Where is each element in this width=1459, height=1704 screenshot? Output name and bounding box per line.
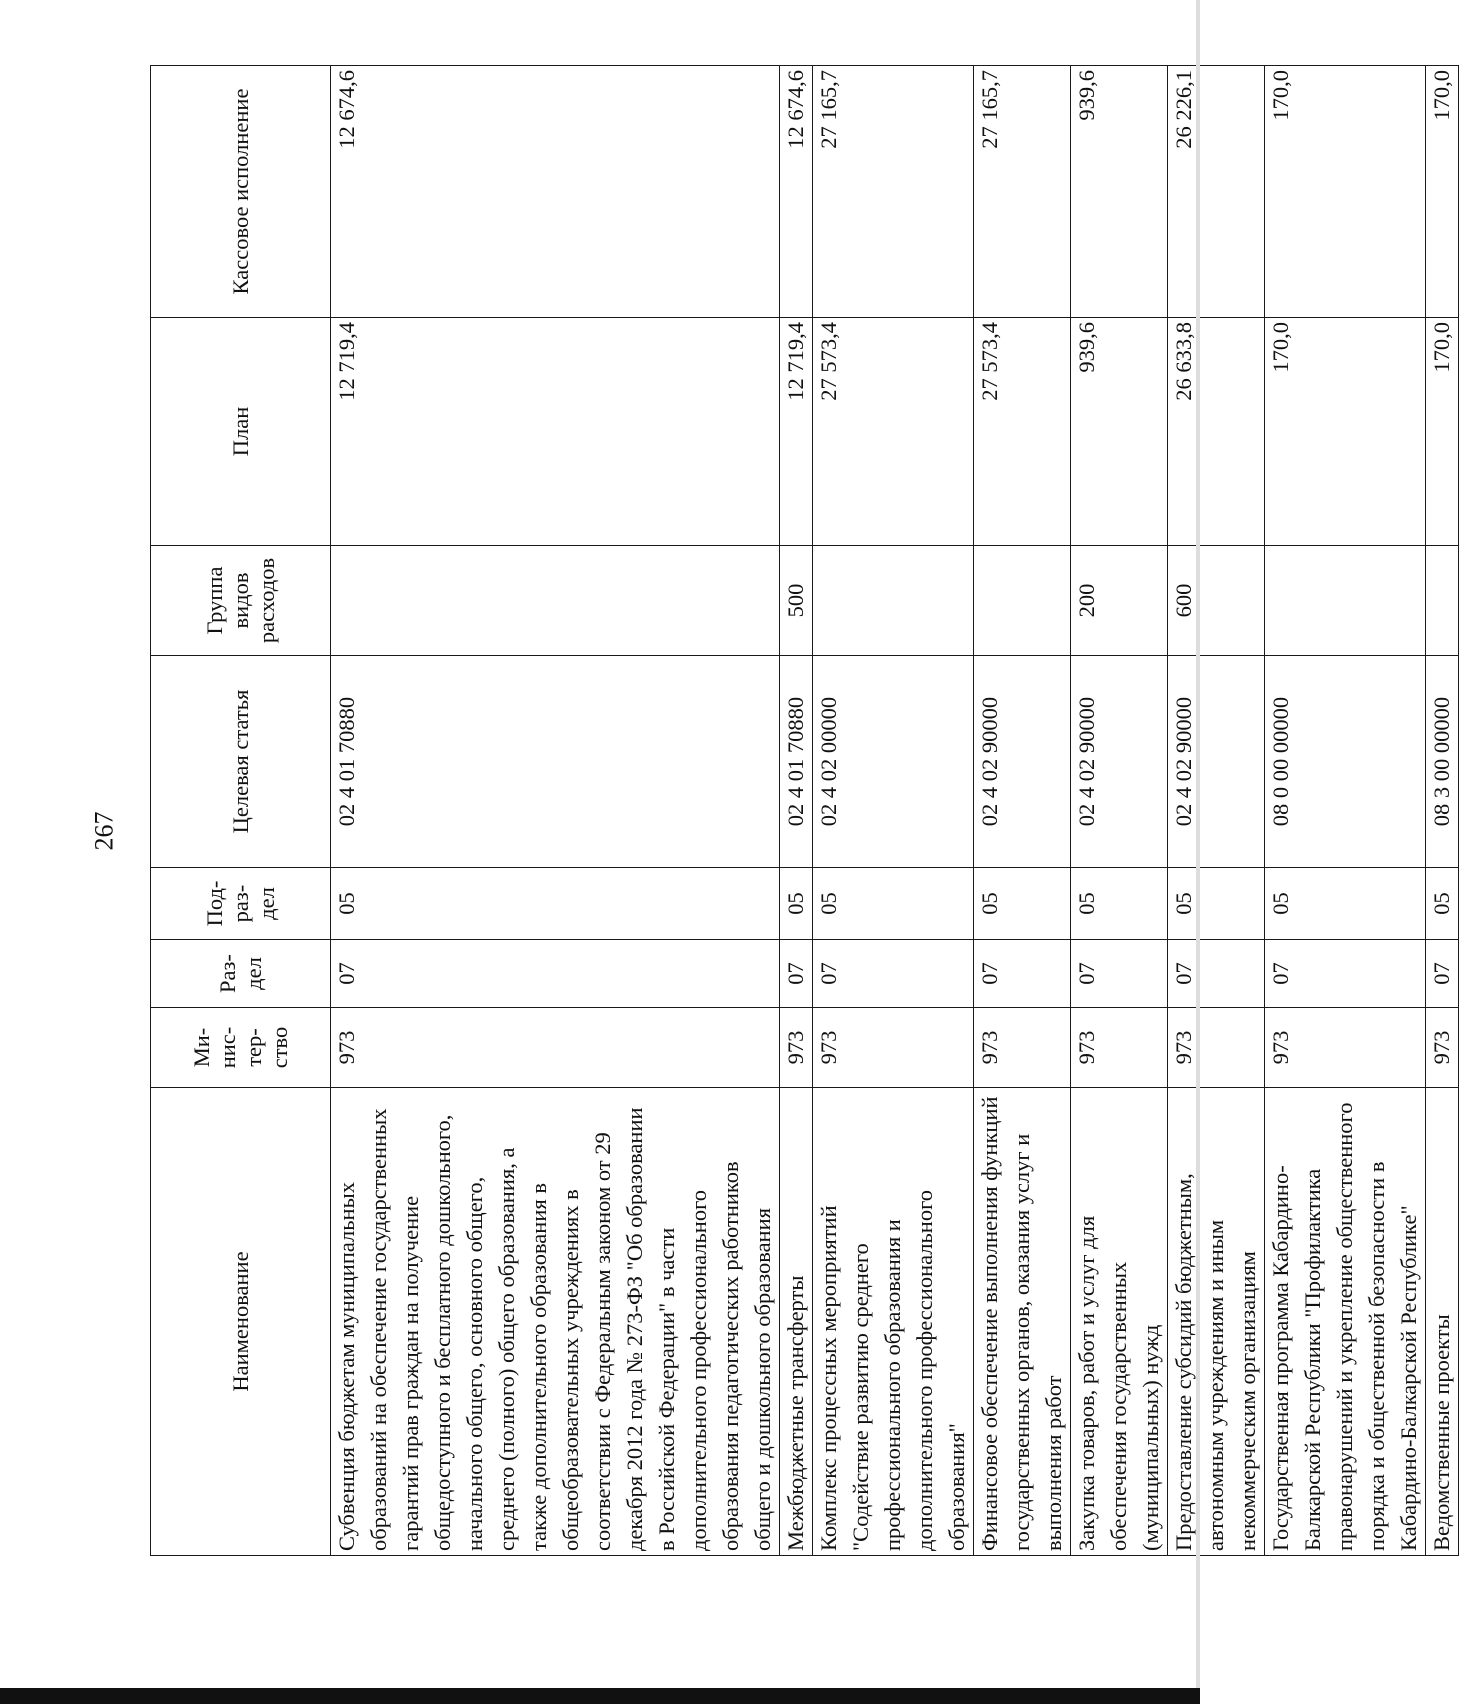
row-expense-group [1265,546,1426,656]
row-ministry: 973 [1265,1008,1426,1088]
row-target: 08 3 00 00000 [1426,656,1459,868]
row-name: Государственная программа Кабардино-Балкарской Республики "Профилактика правонарушений и укрепление общественного порядка и общественной безопасности в Кабардино-Балкарской Республике" [1265,1088,1426,1556]
row-ministry: 973 [780,1008,813,1088]
table-row [1426,66,1459,1556]
row-section: 07 [1265,940,1426,1008]
row-subsection: 05 [780,868,813,940]
row-expense-group [1426,546,1459,656]
row-target: 02 4 02 00000 [813,656,974,868]
row-target: 02 4 02 90000 [1168,656,1265,868]
header-cash: Кассовое исполнение [151,66,331,318]
rotated-page [150,66,1454,1556]
row-ministry: 973 [974,1008,1071,1088]
header-section: Раз-дел [151,940,331,1008]
row-plan: 27 573,4 [974,318,1071,546]
row-expense-group [974,546,1071,656]
row-plan: 939,6 [1071,318,1168,546]
table-row [1265,66,1426,1556]
row-ministry: 973 [1426,1008,1459,1088]
row-expense-group: 500 [780,546,813,656]
row-section: 07 [1168,940,1265,1008]
row-plan: 12 719,4 [331,318,780,546]
row-name: Субвенция бюджетам муниципальных образований на обеспечение государственных гарантий прав граждан на получение общедоступного и бесплатного дошкольного, начального общего, основного общего, среднего (полного) общего образования, а также дополнительного образования в общеобразовательных учреждениях в соответствии с Федеральным законом от 29 декабря 2012 года № 273-ФЗ "Об образовании в Российской Федерации" в части дополнительного профессионального образования педагогических работников общего и дошкольного образования [331,1088,780,1556]
scan-bottom-bar [0,1688,1200,1704]
header-target: Целевая статья [151,656,331,868]
row-cash: 170,0 [1426,66,1459,318]
row-target: 02 4 01 70880 [331,656,780,868]
row-subsection: 05 [813,868,974,940]
row-expense-group [813,546,974,656]
row-subsection: 05 [974,868,1071,940]
row-name: Предоставление субсидий бюджетным, автономным учреждениям и иным некоммерческим организациям [1168,1088,1265,1556]
row-ministry: 973 [813,1008,974,1088]
row-name: Ведомственные проекты [1426,1088,1459,1556]
row-section: 07 [331,940,780,1008]
row-name: Закупка товаров, работ и услуг для обеспечения государственных (муниципальных) нужд [1071,1088,1168,1556]
row-name: Межбюджетные трансферты [780,1088,813,1556]
header-subsection: Под-раз-дел [151,868,331,940]
table-row [331,66,780,1556]
row-target: 08 0 00 00000 [1265,656,1426,868]
row-section: 07 [1426,940,1459,1008]
row-plan: 27 573,4 [813,318,974,546]
row-plan: 12 719,4 [780,318,813,546]
table-row [974,66,1071,1556]
row-subsection: 05 [1071,868,1168,940]
row-name: Комплекс процессных мероприятий "Содействие развитию среднего профессионального образования и дополнительного профессионального образования" [813,1088,974,1556]
row-target: 02 4 02 90000 [1071,656,1168,868]
row-subsection: 05 [1265,868,1426,940]
row-target: 02 4 01 70880 [780,656,813,868]
header-row [151,66,331,1556]
row-expense-group: 200 [1071,546,1168,656]
row-cash: 27 165,7 [813,66,974,318]
row-cash: 939,6 [1071,66,1168,318]
row-plan: 26 633,8 [1168,318,1265,546]
row-section: 07 [1071,940,1168,1008]
row-name: Финансовое обеспечение выполнения функций государственных органов, оказания услуг и выполнения работ [974,1088,1071,1556]
row-cash: 170,0 [1265,66,1426,318]
row-plan: 170,0 [1265,318,1426,546]
page-number: 267 [89,811,119,851]
header-expense-group: Группа видов расходов [151,546,331,656]
table-row [780,66,813,1556]
row-section: 07 [813,940,974,1008]
row-subsection: 05 [1168,868,1265,940]
row-section: 07 [780,940,813,1008]
row-subsection: 05 [1426,868,1459,940]
row-cash: 27 165,7 [974,66,1071,318]
row-target: 02 4 02 90000 [974,656,1071,868]
row-ministry: 973 [331,1008,780,1088]
row-ministry: 973 [1168,1008,1265,1088]
table-row [1071,66,1168,1556]
row-cash: 12 674,6 [331,66,780,318]
header-ministry: Ми-нис-тер-ство [151,1008,331,1088]
row-subsection: 05 [331,868,780,940]
table-row [813,66,974,1556]
row-expense-group [331,546,780,656]
row-expense-group: 600 [1168,546,1265,656]
row-section: 07 [974,940,1071,1008]
scan-edge [1196,0,1200,1704]
header-plan: План [151,318,331,546]
row-ministry: 973 [1071,1008,1168,1088]
budget-table [150,65,1459,1556]
header-name: Наименование [151,1088,331,1556]
row-cash: 12 674,6 [780,66,813,318]
row-cash: 26 226,1 [1168,66,1265,318]
row-plan: 170,0 [1426,318,1459,546]
table-row [1168,66,1265,1556]
